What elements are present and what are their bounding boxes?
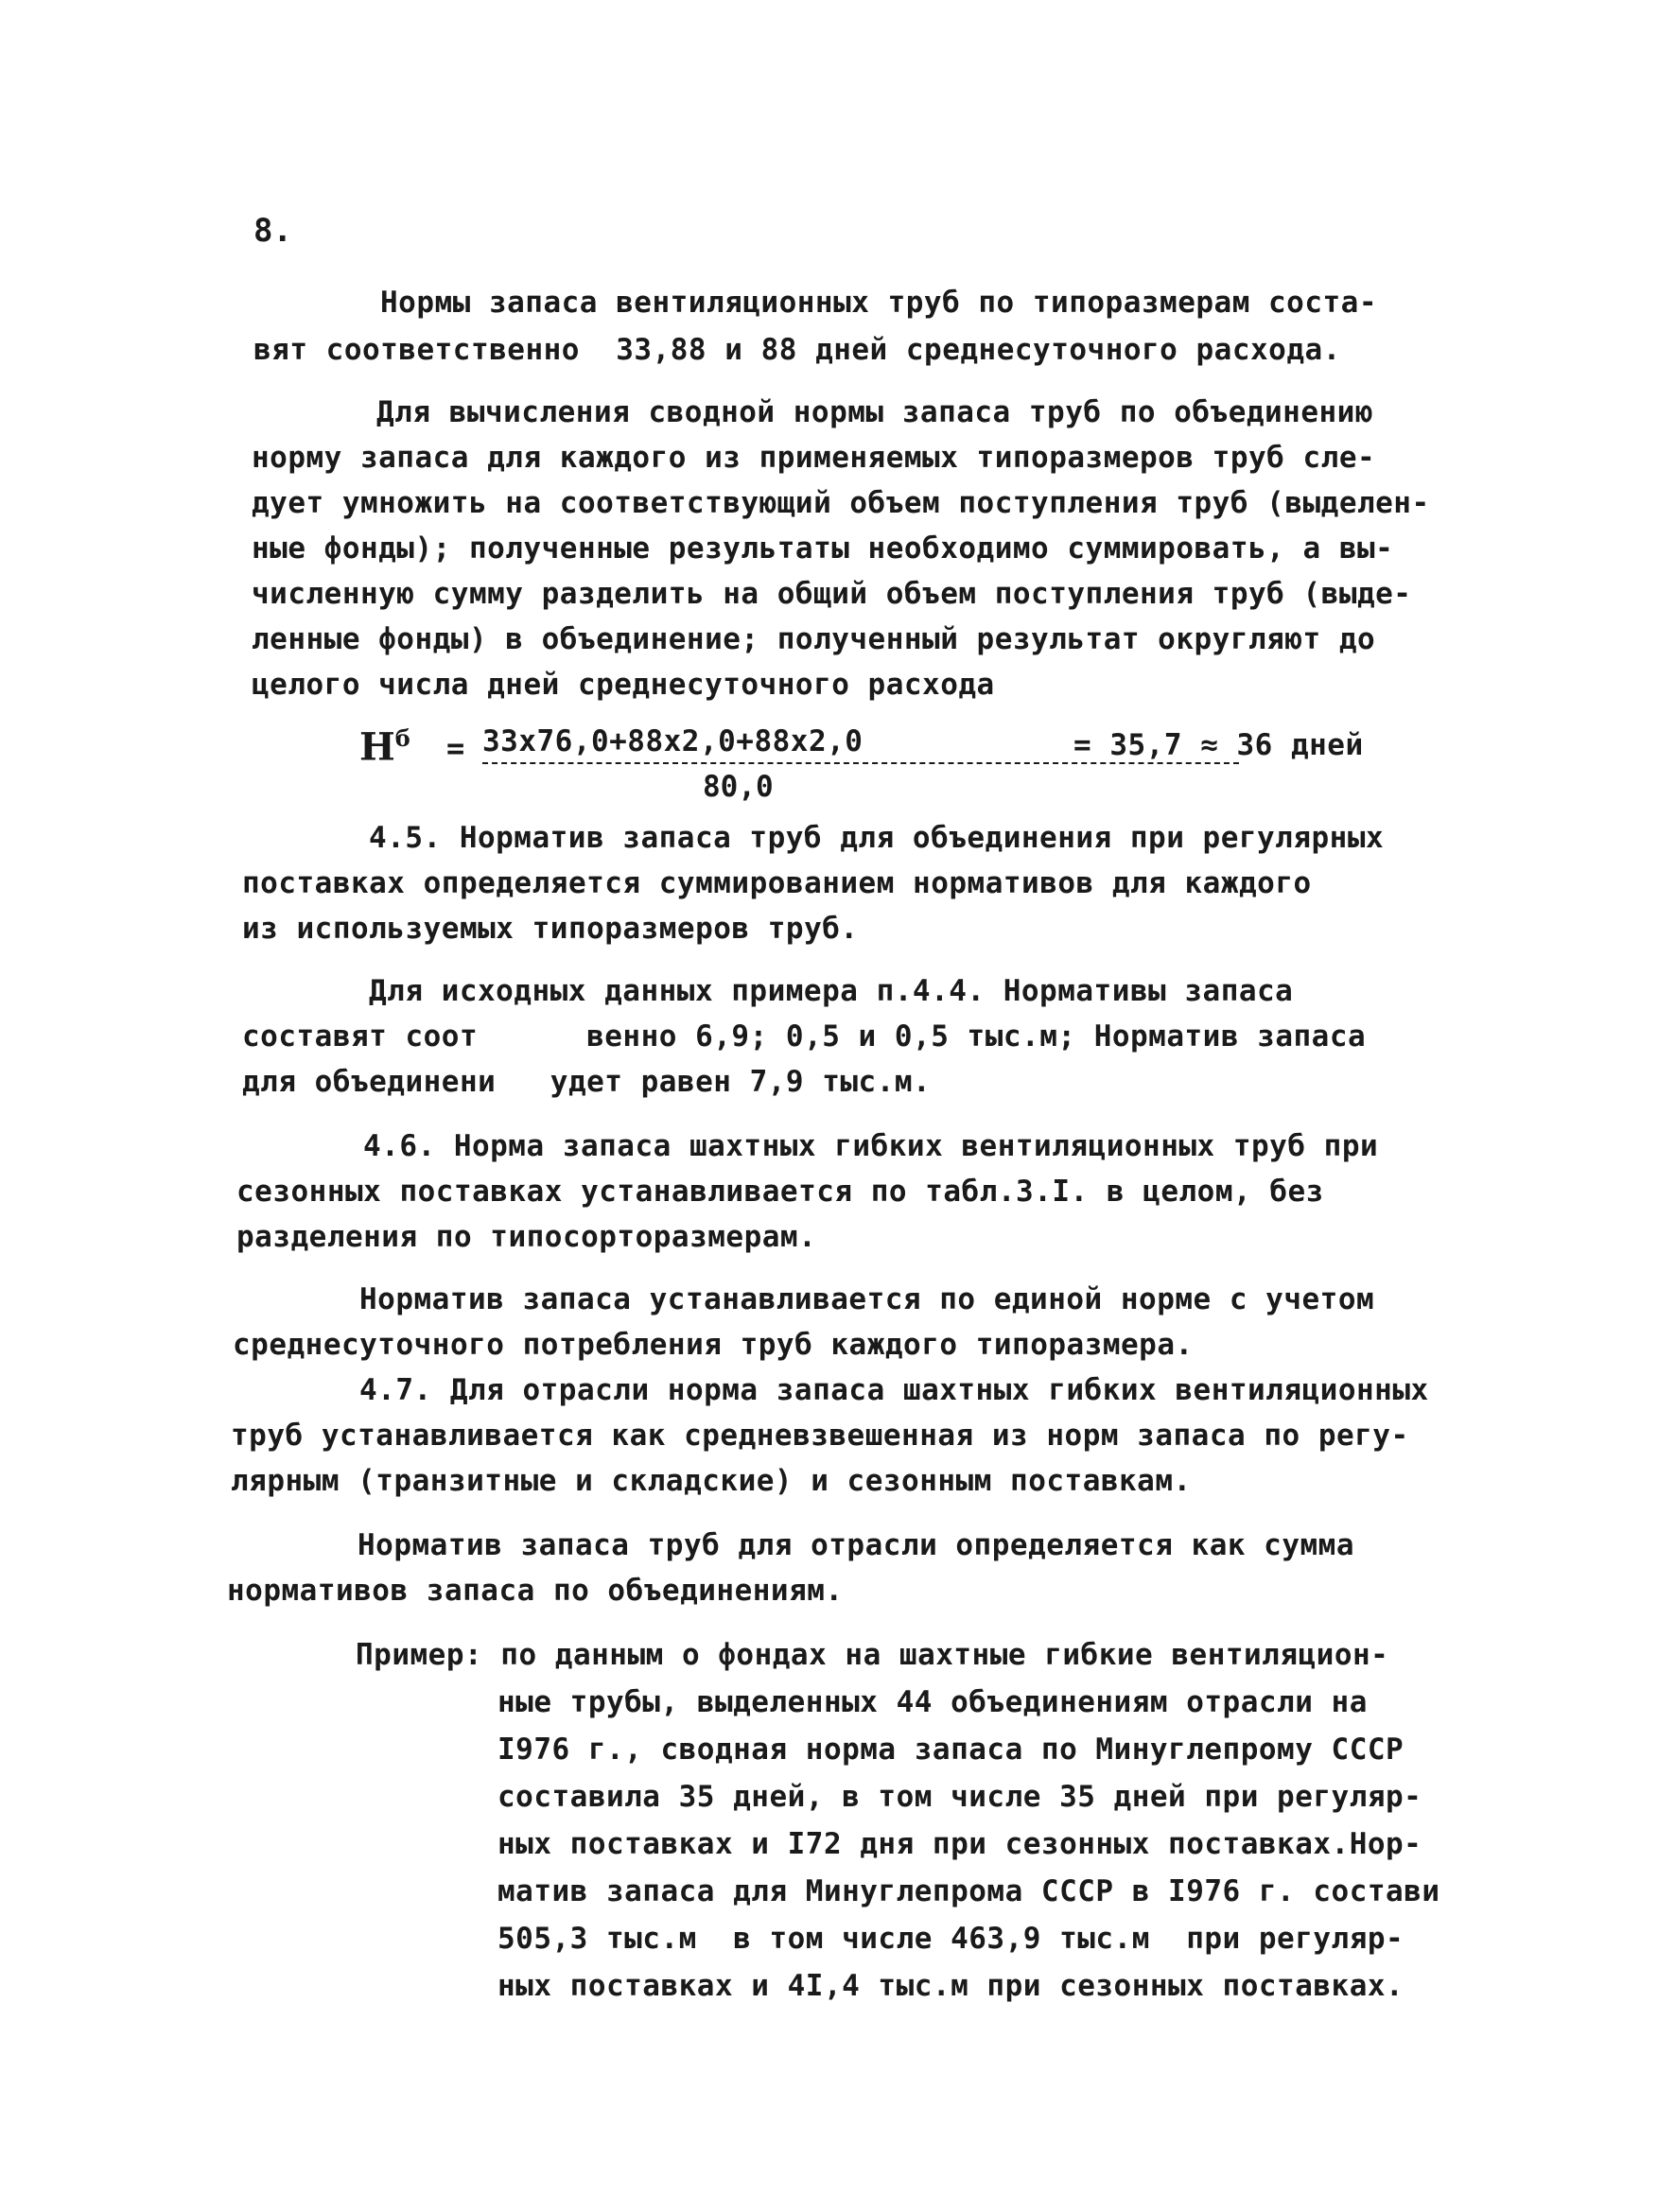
text-line: 4.6. Норма запаса шахтных гибких вентиляционных труб при (363, 1129, 1379, 1163)
text-line: труб устанавливается как средневзвешенная из норм запаса по регу- (231, 1419, 1409, 1453)
text-line: из используемых типоразмеров труб. (242, 912, 859, 946)
text-line: ных поставках и 4I,4 тыс.м при сезонных поставках. (497, 1969, 1405, 2003)
text-line: 4.7. Для отрасли норма запаса шахтных гибких вентиляционных (359, 1373, 1429, 1407)
formula-denominator: 80,0 (703, 770, 774, 804)
text-line: сезонных поставках устанавливается по табл.3.I. в целом, без (236, 1175, 1324, 1209)
formula-equals: = (446, 730, 465, 766)
page-number: 8. (253, 212, 292, 250)
formula-numerator: 33х76,0+88х2,0+88х2,0 (482, 724, 864, 758)
text-line: поставках определяется суммированием нормативов для каждого (242, 866, 1312, 900)
text-line: составят соот венно 6,9; 0,5 и 0,5 тыс.м; Норматив запаса (242, 1019, 1367, 1054)
formula-superscript: б (394, 724, 410, 752)
text-line: ные фонды); полученные результаты необходимо суммировать, а вы- (252, 531, 1394, 566)
text-line: лярным (транзитные и складские) и сезонным поставкам. (231, 1464, 1192, 1498)
text-line: составила 35 дней, в том числе 35 дней при регуляр- (497, 1780, 1422, 1814)
text-line: Нормы запаса вентиляционных труб по типоразмерам соста- (380, 286, 1377, 320)
text-line: 505,3 тыс.м в том числе 463,9 тыс.м при регуляр- (497, 1922, 1405, 1956)
text-line: среднесуточного потребления труб каждого типоразмера. (233, 1328, 1194, 1362)
norm-formula (359, 719, 1381, 823)
text-line: численную сумму разделить на общий объем поступления труб (выде- (252, 577, 1412, 611)
text-line: матив запаса для Минуглепрома СССР в I976 г. состави (497, 1874, 1440, 1908)
formula-fraction-bar (482, 762, 1239, 764)
text-line: Норматив запаса труб для отрасли определяется как сумма (358, 1528, 1354, 1562)
text-line: I976 г., сводная норма запаса по Минуглепрому СССР (497, 1733, 1405, 1767)
text-line: норму запаса для каждого из применяемых типоразмеров труб сле- (252, 441, 1376, 475)
text-line: ленные фонды) в объединение; полученный результат округляют до (252, 622, 1376, 656)
formula-label: $Н^б$ (359, 724, 410, 770)
text-line: дует умножить на соответствующий объем поступления труб (выделен- (252, 486, 1430, 520)
text-line: Для вычисления сводной нормы запаса труб по объединению (376, 395, 1373, 429)
text-line: целого числа дней среднесуточного расхода (252, 668, 995, 702)
text-line: ные трубы, выделенных 44 объединениям отрасли на (497, 1685, 1368, 1719)
text-line: 4.5. Норматив запаса труб для объединения при регулярных (369, 821, 1385, 855)
formula-result: = 35,7 ≈ 36 дней (1073, 728, 1364, 762)
text-line: для объединени удет равен 7,9 тыс.м. (242, 1065, 932, 1099)
text-line: Норматив запаса устанавливается по единой норме с учетом (359, 1282, 1375, 1316)
text-line: ных поставках и I72 дня при сезонных поставках.Нор- (497, 1827, 1422, 1861)
text-line: вят соответственно 33,88 и 88 дней среднесуточного расхода. (253, 333, 1341, 367)
text-line: разделения по типосортоpазмерам. (236, 1220, 817, 1254)
text-line: нормативов запаса по объединениям. (227, 1574, 844, 1608)
text-line: Для исходных данных примера п.4.4. Нормативы запаса (369, 974, 1294, 1008)
example-label-line: Пример: по данным о фондах на шахтные гибкие вентиляцион- (356, 1638, 1389, 1672)
